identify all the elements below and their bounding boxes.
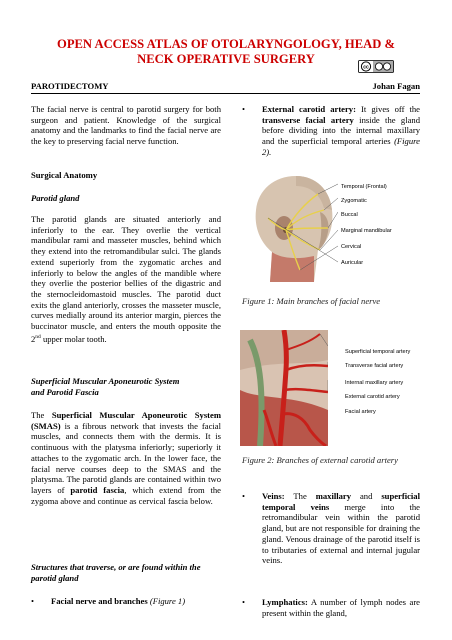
bullet-dot: • bbox=[242, 491, 246, 501]
superficial-temporal-veins-term: superficial temporal veins bbox=[262, 491, 420, 512]
heading-smas-line1: Superficial Muscular Aponeurotic System bbox=[31, 376, 180, 386]
veins-text-3: merge into the retromandibular vein within the parotid gland, but are not responsible for draining the gland. Venous drainage of the parotid itself is to tributaries of external and internal jugular veins. bbox=[262, 501, 420, 566]
smas-text-3: , which extend from the zygoma above and continue as cervical fascia below. bbox=[31, 484, 221, 506]
figure-1-facial-nerve-image bbox=[240, 172, 338, 284]
left-column bbox=[31, 104, 221, 147]
surgical-anatomy-block bbox=[31, 170, 221, 181]
bullet-facial-nerve bbox=[31, 596, 221, 607]
lymphatics-bullet-block bbox=[242, 597, 420, 618]
bullet-external-carotid bbox=[242, 104, 420, 158]
parotid-fascia-term: parotid fascia bbox=[70, 484, 125, 495]
heading-smas-line2: and Parotid Fascia bbox=[31, 386, 99, 397]
fig2-label-superficial-temporal: Superficial temporal artery bbox=[345, 349, 411, 355]
heading-structures: Structures that traverse, or are found within the parotid gland bbox=[31, 562, 201, 583]
lymphatics-term: Lymphatics: bbox=[262, 597, 308, 607]
fig1-label-cervical: Cervical bbox=[341, 244, 362, 250]
figure-1-reference: (Figure 1) bbox=[147, 596, 186, 606]
heading-parotid-gland: Parotid gland bbox=[31, 193, 80, 203]
bullet-dot: • bbox=[242, 597, 246, 607]
maxillary-term: maxillary bbox=[315, 491, 352, 501]
veins-term: Veins: bbox=[262, 491, 285, 501]
smas-term: Superficial Muscular Aponeurotic System (SMAS) bbox=[31, 410, 221, 431]
smas-text-2: is a fibrous network that invests the facial muscles, and connects them with the dermis. It is continuous with the platysma inferiorly; superiorly it attaches to the zygomatic arch. In the lower face, the facial nerve courses deep to the SMAS and the platysma. The parotid glands are contained within two layers of bbox=[31, 420, 221, 495]
bullet-veins bbox=[242, 491, 420, 566]
eca-text-1: It gives off the bbox=[355, 104, 420, 114]
fig2-label-facial-artery: Facial artery bbox=[345, 409, 376, 415]
fig1-label-buccal: Buccal bbox=[341, 212, 358, 218]
author-name: Johan Fagan bbox=[372, 81, 420, 91]
eca-text-2: inside the gland before dividing into the internal maxillary and the superficial temporal arteries bbox=[262, 114, 420, 147]
bullet-dot: • bbox=[31, 596, 35, 606]
fig2-label-internal-maxillary: Internal maxillary artery bbox=[345, 380, 404, 386]
smas-paragraph-block bbox=[31, 410, 221, 506]
atlas-title-line1: OPEN ACCESS ATLAS OF OTOLARYNGOLOGY, HEAD & bbox=[57, 37, 395, 51]
veins-text-1: The bbox=[284, 491, 316, 501]
lymphatics-text: A number of lymph nodes are present within the gland, bbox=[262, 597, 420, 618]
fig1-label-marginal-mandibular: Marginal mandibular bbox=[341, 228, 392, 234]
figure-2-carotid-image bbox=[240, 330, 328, 446]
parotid-gland-block bbox=[31, 193, 221, 204]
creative-commons-badge[interactable] bbox=[358, 60, 394, 73]
fig1-label-temporal: Temporal (Frontal) bbox=[341, 184, 387, 190]
smas-paragraph bbox=[31, 410, 221, 506]
ordinal-superscript: nd bbox=[35, 333, 41, 340]
figure-2-caption: Figure 2: Branches of external carotid artery bbox=[242, 455, 398, 465]
fig1-label-auricular: Auricular bbox=[341, 260, 364, 266]
chapter-name: PAROTIDECTOMY bbox=[31, 81, 109, 91]
figure-1-caption: Figure 1: Main branches of facial nerve bbox=[242, 296, 381, 306]
parotid-paragraph-block bbox=[31, 214, 221, 344]
bullet-dot: • bbox=[242, 104, 246, 114]
smas-heading-block bbox=[31, 376, 221, 397]
facial-nerve-bullet-block bbox=[31, 596, 221, 607]
veins-text-2: and bbox=[351, 491, 382, 501]
eca-term: External carotid artery: bbox=[262, 104, 356, 114]
figure-2-reference: (Figure 2). bbox=[262, 136, 420, 157]
header-rule bbox=[31, 93, 420, 94]
parotid-text-1: The parotid glands are situated anteriorly and inferiorly to the ear. They overlie the vertical mandibular rami and masseter muscles, behind which they extend into the retromandibular sulci. The glands extend superiorly from the zygomatic arches and inferiorly to below the angles of the mandible where they overlie the posterior bellies of the digastric and the sternocleidomastoid muscles. The parotid duct exits the gland anteriorly, crosses the masseter muscle, curves medially around its anterior margin, pierces the buccinator muscle, and enters the mouth opposite the 2 bbox=[31, 214, 221, 344]
smas-text-1: The bbox=[31, 410, 52, 420]
heading-surgical-anatomy: Surgical Anatomy bbox=[31, 170, 98, 180]
parotid-text-2: upper molar tooth. bbox=[40, 333, 107, 344]
structures-heading-block bbox=[31, 562, 221, 583]
transverse-facial-term: transverse facial artery bbox=[262, 114, 354, 125]
fig2-label-transverse-facial: Transverse facial artery bbox=[345, 363, 404, 369]
fig1-label-zygomatic: Zygomatic bbox=[341, 198, 367, 204]
fig2-label-external-carotid: External carotid artery bbox=[345, 394, 400, 400]
intro-paragraph: The facial nerve is central to parotid surgery for both surgeon and patient. Knowledge of the surgical anatomy and the landmarks to find the facial nerve are the key to preserving facial nerve function. bbox=[31, 104, 221, 147]
bullet-lymphatics bbox=[242, 597, 420, 618]
facial-nerve-term: Facial nerve and branches bbox=[51, 596, 148, 606]
veins-bullet-block bbox=[242, 491, 420, 566]
eca-bullet-block bbox=[242, 104, 420, 158]
parotid-paragraph bbox=[31, 214, 221, 344]
cc-badge-text: cc bbox=[363, 64, 369, 71]
atlas-title-line2: NECK OPERATIVE SURGERY bbox=[137, 51, 315, 66]
